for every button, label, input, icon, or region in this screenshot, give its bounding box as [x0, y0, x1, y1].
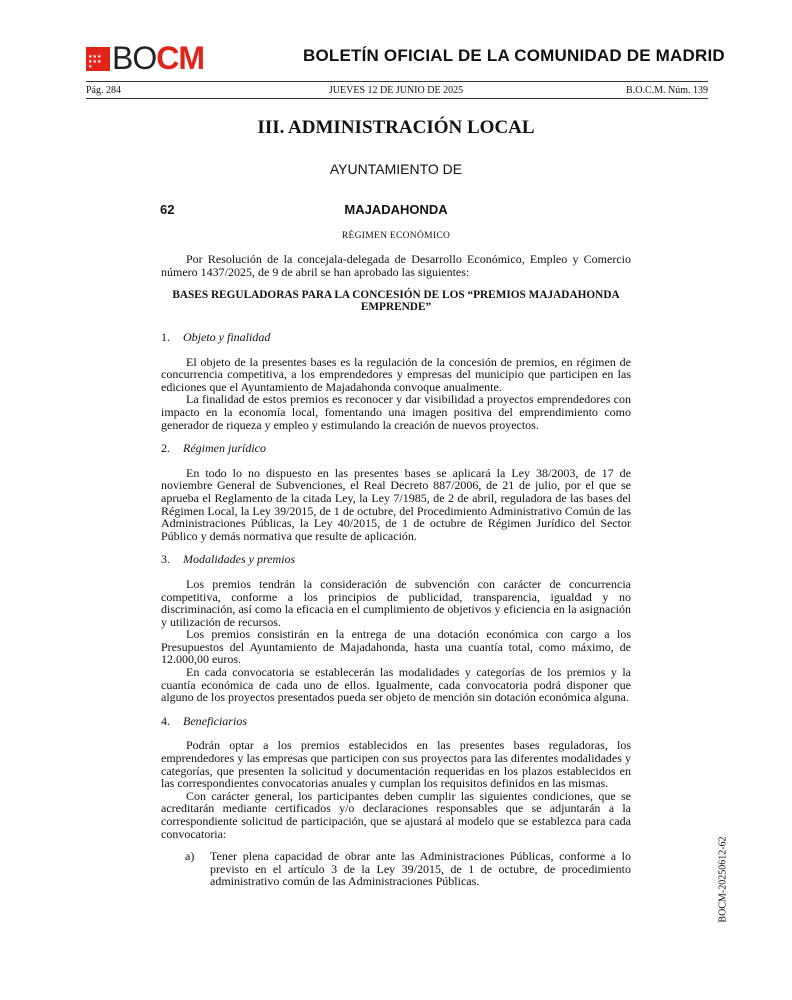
intro-paragraph: Por Resolución de la concejala-delegada de Desarrollo Económico, Empleo y Comercio número 1437/2025, de 9 de abril se han aprobado las siguientes:: [161, 252, 631, 279]
ayuntamiento-label: AYUNTAMIENTO DE: [329, 161, 463, 177]
logo-wordmark: BOCM: [112, 40, 204, 76]
section-2: [161, 442, 631, 542]
header-rule-bottom: [86, 98, 708, 99]
document-body: [161, 253, 631, 899]
subject-heading: RÉGIMEN ECONÓMICO: [341, 231, 451, 241]
paragraph: Los premios tendrán la consideración de subvención con carácter de concurrencia competitiva, conforme a los principios de publicidad, transparencia, igualdad y no discriminación, así como la eficacia en el cumplimiento de objetivos y eficiencia en la asignación y utilización de recursos.: [161, 576, 631, 629]
paragraph: El objeto de la presentes bases es la regulación de la concesión de premios, en régimen de concurrencia competitiva, a los emprendedores y empresas del municipio que participen en las ediciones que el Ayuntamiento de Majadahonda convoque anualmente.: [161, 354, 631, 394]
paragraph: En cada convocatoria se establecerán las modalidades y categorías de los premios y la cuantía económica de cada uno de ellos. Igualmente, cada convocatoria podrá disponer que alguno de los proyectos presentados pueda ser objeto de mención sin dotación económica alguna.: [161, 665, 631, 705]
paragraph: En todo lo no dispuesto en las presentes bases se aplicará la Ley 38/2003, de 17 de noviembre General de Subvenciones, el Real Decreto 887/2006, de 21 de julio, por el que se aprueba el Reglamento de la citada Ley, la Ley 7/1985, de 2 de abril, reguladora de las bases del Régimen Local, la Ley 39/2015, de 1 de octubre, del Procedimiento Administrativo Común de las Administraciones Públicas, la Ley 40/2015, de 1 de octubre de Régimen Jurídico del Sector Público y demás normativa que resulte de aplicación.: [161, 465, 631, 543]
paragraph: La finalidad de estos premios es reconocer y dar visibilidad a proyectos emprendedores con impacto en la economía local, fomentando una imagen positiva del emprendimiento como generador de riqueza y empleo y estimulando la creación de nuevos proyectos.: [161, 392, 631, 432]
announcement-number: 62: [160, 202, 175, 217]
list-label: a): [185, 849, 195, 864]
section-title: III. ADMINISTRACIÓN LOCAL: [257, 117, 535, 138]
header-rule-top: [86, 81, 708, 82]
side-code-text: BOCM-20250612-62: [717, 836, 729, 923]
section-heading: 4. Beneficiarios: [161, 713, 247, 728]
section-heading: 1. Objeto y finalidad: [161, 330, 271, 344]
municipality-name: MAJADAHONDA: [344, 202, 448, 217]
paragraph: Con carácter general, los participantes deben cumplir las siguientes condiciones, que se acreditarán mediante certificados y/o declaraciones responsables que se adjuntarán a la correspondiente solicitud de participación, que se ajustará al modelo que se establezca para cada convocatoria:: [161, 788, 631, 841]
paragraph: Los premios consistirán en la entrega de una dotación económica con cargo a los Presupuestos del Ayuntamiento de Majadahonda, hasta una cuantía total, como máximo, de 12.000,00 euros.: [161, 627, 631, 667]
issue-number: B.O.C.M. Núm. 139: [626, 85, 708, 96]
paragraph: Podrán optar a los premios establecidos en las presentes bases reguladoras, los emprendedores y las empresas que participen con sus proyectos para las diferentes modalidades y categorías, que presenten la solicitud y documentación requeridas en los plazos establecidos en las correspondientes convocatorias anuales y cumplan los requisitos definidos en las mismas.: [161, 738, 631, 791]
section-heading: 2. Régimen jurídico: [161, 441, 266, 456]
masthead-title: BOLETÍN OFICIAL DE LA COMUNIDAD DE MADRID: [303, 46, 725, 65]
issue-date: JUEVES 12 DE JUNIO DE 2025: [328, 85, 464, 96]
list-item: [161, 850, 631, 888]
bases-title: BASES REGULADORAS PARA LA CONCESIÓN DE LOS “PREMIOS MAJADAHONDA EMPRENDE”: [172, 289, 620, 313]
section-1: [161, 331, 631, 431]
section-heading: 3. Modalidades y premios: [161, 552, 296, 567]
bocm-logo: [86, 40, 204, 76]
section-4: [161, 715, 631, 888]
side-code: [716, 829, 730, 933]
madrid-flag-icon: ★★★ ★★★ ★: [86, 47, 110, 71]
page-number: Pág. 284: [86, 85, 121, 96]
list-text: Tener plena capacidad de obrar ante las Administraciones Públicas, conforme a lo previsto en el artículo 3 de la Ley 39/2015, de 1 de octubre, de procedimiento administrativo común de las Administraciones Públicas.: [210, 849, 631, 889]
section-3: [161, 553, 631, 704]
